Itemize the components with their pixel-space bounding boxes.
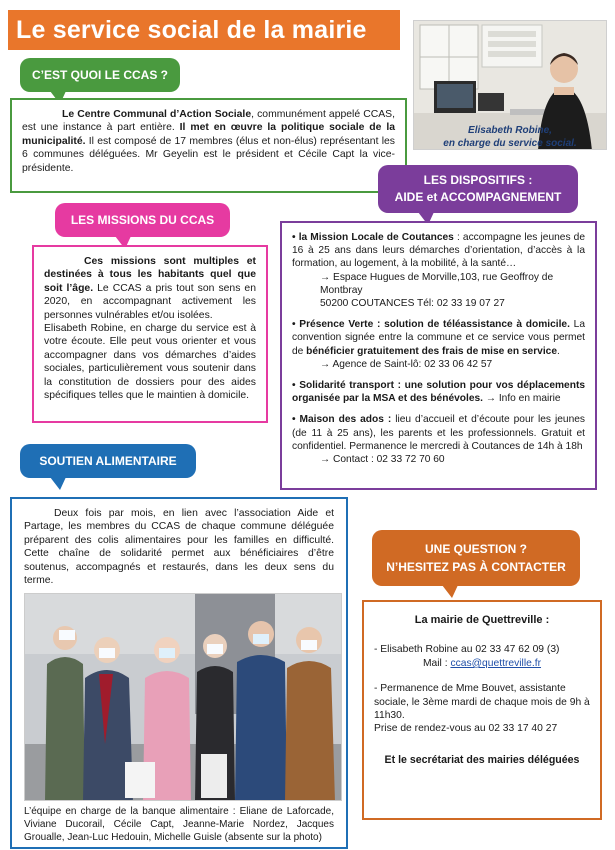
contact-bubble bbox=[372, 530, 580, 586]
contact-bubble-line-2: N’HESITEZ PAS À CONTACTER bbox=[386, 560, 566, 574]
contact-robine-phone: - Elisabeth Robine au 02 33 47 62 09 (3) bbox=[374, 644, 560, 656]
soutien-bubble bbox=[20, 444, 196, 478]
dispositif-address: → Espace Hugues de Morville,103, rue Geoffroy de Montbray bbox=[320, 271, 554, 296]
contact-title: La mairie de Quettreville : bbox=[414, 614, 550, 626]
dispositif-title: • Maison des ados : bbox=[292, 414, 392, 426]
soutien-bubble-label: SOUTIEN ALIMENTAIRE bbox=[39, 454, 177, 468]
ccas-text-2: Il est composé de 17 membres (élus et non-élus) représentant les 6 communes déléguées. Mr Geyelin est le président et Cécile Capt la vice-présidente. bbox=[22, 135, 395, 174]
contact-rdv: Prise de rendez-vous au 02 33 17 40 27 bbox=[374, 723, 558, 735]
caption-role: en charge du service social. bbox=[443, 138, 577, 149]
ccas-bold-1: Le Centre Communal d’Action Sociale bbox=[62, 109, 252, 120]
dispositif-desc: : accompagne les jeunes de 16 à 25 ans dans leurs démarches d’orientation, d’accès à la formation, au logement, à la mobilité, à la santé… bbox=[292, 232, 585, 270]
dispositif-maison-des-ados bbox=[292, 413, 585, 466]
dispositif-desc: lieu d’accueil et d’écoute pour les jeunes (de 11 à 25 ans), les parents et les professionnels. Gratuit et confidentiel. Permanence le mercredi à Coutances de 14h à 18h bbox=[292, 414, 585, 452]
missions-bubble-label: LES MISSIONS DU CCAS bbox=[70, 213, 215, 227]
dispositif-presence-verte bbox=[292, 318, 585, 371]
soutien-panel bbox=[10, 497, 348, 849]
dispositif-text bbox=[292, 318, 585, 358]
title-banner bbox=[8, 10, 400, 50]
contact-bubble-line-1: UNE QUESTION ? bbox=[424, 542, 527, 556]
dispositifs-bubble-line-1: LES DISPOSITIFS : bbox=[423, 173, 533, 187]
contact-permanence bbox=[374, 682, 590, 736]
dispositifs-panel bbox=[280, 221, 597, 490]
dispositif-desc-end: . bbox=[557, 345, 560, 357]
photo-caption bbox=[405, 124, 615, 150]
caption-name: Elisabeth Robine, bbox=[468, 125, 552, 136]
ccas-bubble-label: C’EST QUOI LE CCAS ? bbox=[31, 68, 168, 82]
ccas-text-1: , communément appelé CCAS, est une instance à part entière. bbox=[22, 109, 395, 134]
contact-mail-label: Mail : bbox=[422, 657, 451, 669]
missions-text-1: Le CCAS a pris tout son sens en 2020, en accompagnant activement les personnes vulnérables et/ou isolées. bbox=[44, 282, 256, 321]
soutien-text-body: Deux fois par mois, en lien avec l’association Aide et Partage, les membres du CCAS de chaque commune déléguée préparent des colis alimentaires pour les familles en difficulté. Cette chaîne de solidarité permet aux bénéficiaires d’être soutenus, accompagnés et restaurés, dans les deux sens du terme. bbox=[24, 508, 334, 587]
dispositif-title: • Présence Verte : solution de téléassistance à domicile. bbox=[292, 319, 570, 331]
dispositif-phone: 50200 COUTANCES Tél: 02 33 19 07 27 bbox=[320, 298, 505, 310]
contact-mail-link[interactable]: ccas@quettreville.fr bbox=[450, 657, 542, 669]
missions-bubble bbox=[55, 203, 230, 237]
dispositif-phone: → Agence de Saint-lô: 02 33 06 42 57 bbox=[320, 358, 493, 370]
dispositif-title: • Solidarité transport : une solution pour vos déplacements organisée par la MSA et des bénévoles. bbox=[292, 380, 585, 405]
team-photo bbox=[24, 593, 342, 801]
dispositif-mission-locale bbox=[292, 231, 585, 310]
page-title: Le service social de la mairie bbox=[16, 16, 367, 44]
dispositif-text bbox=[292, 379, 585, 405]
dispositifs-bubble-line-2: AIDE et ACCOMPAGNEMENT bbox=[394, 190, 562, 204]
team-photo-caption: L’équipe en charge de la banque alimentaire : Eliane de Laforcade, Viviane Ducorail, Cécile Capt, Jeanne-Marie Nordez, Jacques Groualle, Jean-Luc Hedouin, Michelle Guisle (absente sur la photo) bbox=[24, 806, 334, 844]
contact-permanence-text: - Permanence de Mme Bouvet, assistante sociale, le 3ème mardi de chaque mois de 9h à 11h30. bbox=[374, 683, 590, 722]
soutien-text bbox=[20, 507, 338, 587]
contact-secretariat: Et le secrétariat des mairies déléguées bbox=[384, 753, 580, 766]
missions-paragraph-2: Elisabeth Robine, en charge du service est à votre écoute. Elle peut vous orienter et vous accompagner dans vos démarches d’aides sociales, particulièrement vous soutenir dans la constitution de dossiers pour des aides spécifiques telles que le maintien à domicile. bbox=[44, 323, 256, 402]
dispositif-phone: → Contact : 02 33 72 70 60 bbox=[320, 454, 445, 466]
contact-panel bbox=[362, 600, 602, 820]
dispositif-title: • la Mission Locale de Coutances bbox=[292, 232, 454, 243]
ccas-panel bbox=[10, 98, 407, 193]
dispositif-text bbox=[292, 413, 585, 453]
missions-bold: Ces missions sont multiples et destinées à tous les habitants quel que soit l’âge. bbox=[44, 256, 256, 294]
dispositif-solidarite-transport bbox=[292, 379, 585, 405]
ccas-text bbox=[22, 108, 395, 175]
ccas-bubble bbox=[20, 58, 180, 92]
contact-robine bbox=[374, 643, 590, 670]
contact-mail-line bbox=[374, 657, 590, 670]
missions-panel bbox=[32, 245, 268, 423]
ccas-bold-2: Il met en œuvre la politique sociale de la municipalité. bbox=[22, 122, 395, 147]
dispositif-text bbox=[292, 231, 585, 271]
team-photo-illustration bbox=[25, 594, 342, 801]
dispositif-highlight: bénéficier gratuitement des frais de mise en service bbox=[306, 345, 558, 357]
dispositif-desc: La convention signée entre la commune et ce service vous permet de bbox=[292, 319, 585, 357]
dispositif-desc: → Info en mairie bbox=[483, 393, 561, 405]
missions-paragraph-1 bbox=[44, 255, 256, 322]
dispositifs-bubble bbox=[378, 165, 578, 213]
